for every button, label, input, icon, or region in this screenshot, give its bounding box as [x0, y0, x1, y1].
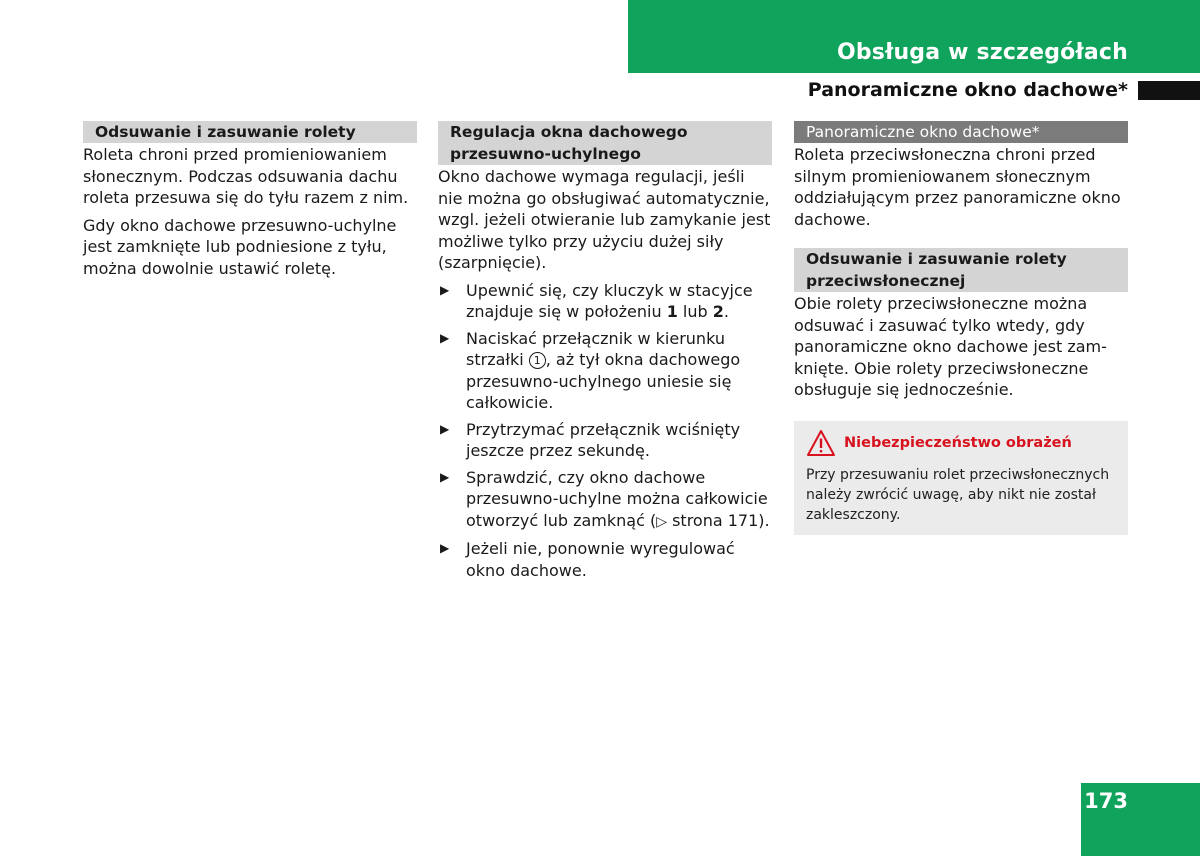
paragraph: Roleta przeciwsłoneczna chroni przed silnym promieniowanem słonecznym oddziałującym przez panoramiczne okno dachowe.: [794, 145, 1121, 229]
circled-number-icon: 1: [529, 352, 546, 369]
column-left: [83, 121, 417, 285]
page-number: 173: [1084, 789, 1128, 813]
step-list: [438, 280, 772, 582]
list-item: ▶ Przytrzymać przełącznik wciśnięty jeszcze przez sekundę.: [440, 419, 741, 460]
warning-text: Przy przesuwaniu rolet przeciwsłonecznych należy zwrócić uwagę, aby nikt nie został zakleszczony.: [806, 466, 1110, 523]
section-title: Panoramiczne okno dachowe*: [807, 79, 1128, 101]
list-item: ▶ Upewnić się, czy kluczyk w stacyjce znajduje się w położeniu 1 lub 2.: [440, 280, 753, 321]
paragraph: Okno dachowe wymaga regulacji, jeśli nie można go obsługiwać automatycznie, wzgl. jeżeli otwieranie lub zamykanie jest możliwe tylko przy użyciu dużej siły (szarpnięcie).: [438, 167, 771, 272]
bullet-triangle-icon: ▶: [440, 282, 450, 297]
chapter-bar: [628, 0, 1200, 73]
page-reference-arrow-icon: ▷: [656, 513, 667, 530]
list-item: ▶ Jeżeli nie, ponownie wyregulować okno dachowe.: [440, 539, 735, 580]
bullet-triangle-icon: ▶: [440, 541, 450, 555]
paragraph: Obie rolety przeciwsłoneczne można odsuwać i zasuwać tylko wtedy, gdy panoramiczne okno dachowe jest zam-knięte. Obie rolety przeciwsłoneczne obsługuje się jednocześnie.: [794, 294, 1107, 399]
list-item: ▶ Sprawdzić, czy okno dachowe przesuwno-uchylne można całkowicie otworzyć lub zamknąć (▷ strona 171).: [440, 467, 770, 530]
paragraph: Gdy okno dachowe przesuwno-uchylne jest zamknięte lub podniesione z tyłu, można dowolnie ustawić roletę.: [83, 215, 397, 278]
warning-title: Niebezpieczeństwo obrażeń: [844, 434, 1072, 451]
list-item: ▶ Naciskać przełącznik w kierunku strzałki 1 , aż tył okna dachowego przesuwno-uchylnego uniesie się całkowicie.: [440, 328, 741, 412]
column-middle: [438, 121, 772, 586]
bullet-triangle-icon: ▶: [440, 469, 450, 484]
heading-panoramic-roof: Panoramiczne okno dachowe*: [794, 121, 1128, 143]
heading-adjustment: Regulacja okna dachowego przesuwno-uchylnego: [438, 121, 772, 165]
warning-header: [806, 429, 1116, 457]
page-number-tab: [1081, 783, 1200, 856]
bullet-triangle-icon: ▶: [440, 421, 450, 436]
heading-blind: Odsuwanie i zasuwanie rolety: [83, 121, 417, 143]
section-marker: [1138, 81, 1200, 100]
column-right: [794, 121, 1128, 535]
bullet-triangle-icon: ▶: [440, 330, 450, 345]
warning-box: [794, 421, 1128, 535]
heading-sunblind: Odsuwanie i zasuwanie rolety przeciwsłonecznej: [794, 248, 1128, 292]
paragraph: Roleta chroni przed promieniowaniem słonecznym. Podczas odsuwania dachu roleta przesuwa się do tyłu razem z nim.: [83, 145, 409, 207]
warning-triangle-icon: [806, 429, 836, 457]
chapter-title: Obsługa w szczegółach: [836, 40, 1128, 65]
